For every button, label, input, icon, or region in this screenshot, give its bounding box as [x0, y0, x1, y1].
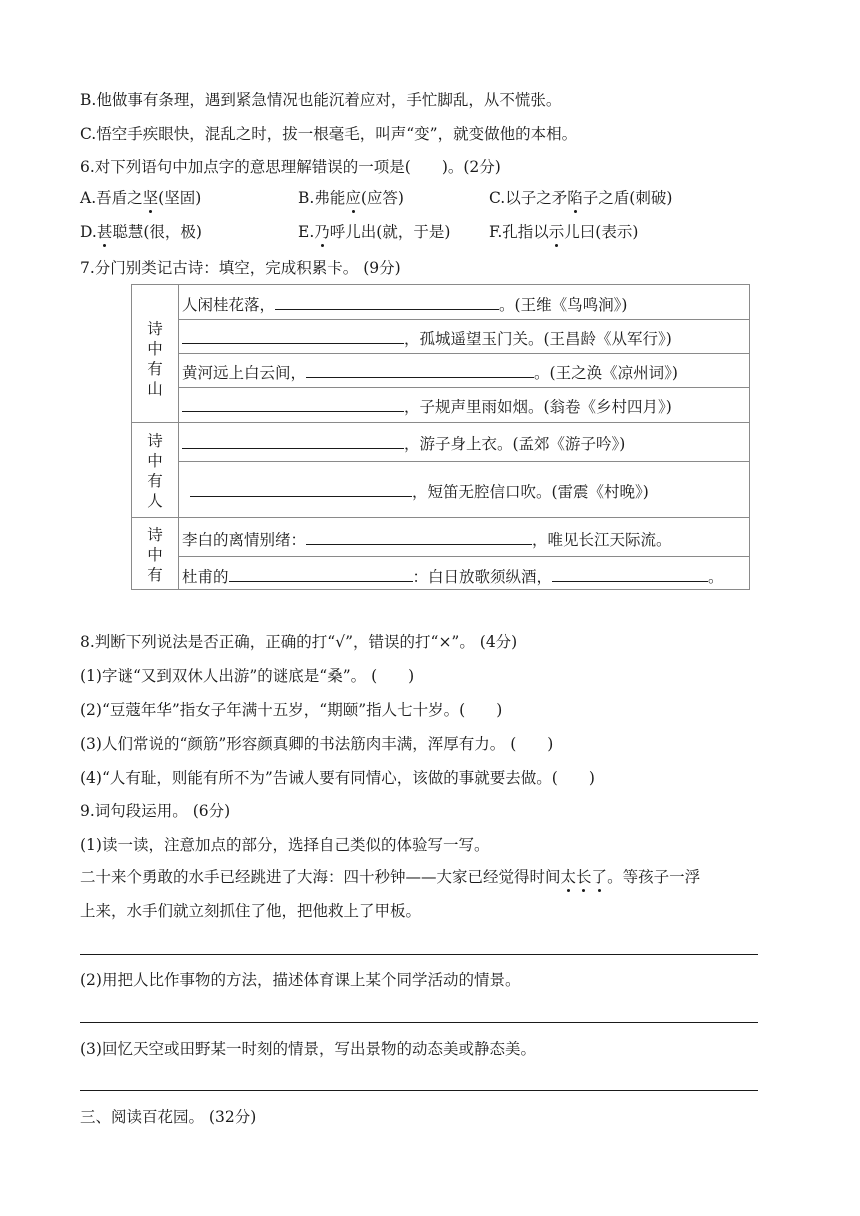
poem-source: ，子规声里雨如烟。(翁卷《乡村四月》)	[404, 398, 672, 416]
poem-row-1	[182, 293, 627, 315]
answer-line[interactable]	[80, 954, 758, 955]
q8-statement-1: (1)字谜“又到双休人出游”的谜底是“桑”。 ( )	[80, 667, 415, 685]
poem-text: ，唯见长江天际流。	[532, 531, 672, 549]
row-rule	[178, 461, 749, 462]
poem-source: 。(王之涣《凉州词》)	[534, 364, 678, 382]
q6-a-dotted-char: 坚	[142, 189, 159, 207]
fill-blank[interactable]	[190, 480, 412, 497]
cat-char: 人	[147, 492, 163, 510]
q6-option-b	[298, 188, 404, 208]
category-mountain	[132, 319, 178, 399]
q8-statement-4: (4)“人有耻，则能有所不为”告诫人要有同情心，该做的事就要去做。( )	[80, 769, 595, 787]
cat-char: 有	[147, 566, 163, 584]
poem-text: ：白日放歌须纵酒，	[412, 568, 553, 586]
poem-text: 李白的离情别绪：	[182, 531, 307, 549]
q6-option-a	[80, 188, 201, 208]
q5-option-c: C.悟空手疾眼快，混乱之时，拔一根毫毛，叫声“变”，就变做他的本相。	[80, 125, 578, 143]
q6-c-text: C.以子之矛	[489, 189, 568, 207]
poem-row-4	[182, 395, 672, 417]
cat-char: 诗	[147, 526, 163, 544]
q9-stem: 9.词句段运用。 (6分)	[80, 802, 231, 820]
fill-blank[interactable]	[306, 361, 534, 378]
q6-e-meaning: 呼儿出(就，于是)	[329, 223, 451, 241]
fill-blank[interactable]	[182, 395, 404, 412]
q9-part-1-prompt: (1)读一读，注意加点的部分，选择自己类似的体验写一写。	[80, 836, 490, 854]
poem-source: 。(王维《鸟鸣涧》)	[499, 296, 628, 314]
poem-row-2	[182, 327, 672, 349]
q6-d-dotted-char: 甚	[96, 223, 113, 241]
row-rule	[178, 353, 749, 354]
q6-e-dotted-char: 乃	[314, 223, 330, 241]
answer-line[interactable]	[80, 1090, 758, 1091]
dotted-char: 长	[576, 868, 592, 886]
cat-char: 山	[147, 380, 163, 398]
cat-char: 诗	[147, 320, 163, 338]
category-people	[132, 431, 178, 511]
q9-part-3-prompt: (3)回忆天空或田野某一时刻的情景，写出景物的动态美或静态美。	[80, 1040, 536, 1058]
poem-row-6	[182, 480, 649, 502]
category-emotion	[132, 525, 178, 585]
q6-option-d	[80, 222, 202, 242]
cat-char: 诗	[147, 432, 163, 450]
poem-text: 人闲桂花落，	[182, 296, 276, 314]
cat-char: 中	[147, 452, 163, 470]
group-rule	[132, 517, 749, 518]
q6-c-dotted-char: 陷	[567, 189, 583, 207]
poem-card-table	[131, 284, 750, 590]
row-rule	[178, 556, 749, 557]
fill-blank[interactable]	[182, 432, 404, 449]
cat-char: 有	[147, 360, 163, 378]
q6-c-meaning: 子之盾(刺破)	[582, 189, 673, 207]
q9-passage-line-1	[80, 867, 700, 887]
q6-option-f	[489, 222, 638, 242]
passage-text: 。等孩子一浮	[607, 868, 701, 886]
q6-option-c	[489, 188, 672, 208]
poem-row-5	[182, 432, 625, 454]
poem-row-8	[182, 565, 724, 587]
cat-char: 中	[147, 546, 163, 564]
q5-option-b: B.他做事有条理，遇到紧急情况也能沉着应对，手忙脚乱，从不慌张。	[80, 91, 562, 109]
dotted-char: 了	[591, 868, 608, 886]
poem-text: 黄河远上白云间，	[182, 364, 307, 382]
q6-a-text: A.吾盾之	[80, 189, 143, 207]
q9-part-2-prompt: (2)用把人比作事物的方法，描述体育课上某个同学活动的情景。	[80, 971, 521, 989]
poem-source: ，游子身上衣。(孟郊《游子吟》)	[404, 435, 626, 453]
q6-e-label: E.	[298, 223, 315, 241]
fill-blank[interactable]	[552, 565, 708, 582]
q6-d-meaning: 聪慧(很，极)	[112, 223, 202, 241]
fill-blank[interactable]	[275, 293, 499, 310]
row-rule	[178, 387, 749, 388]
q9-passage-line-2: 上来，水手们就立刻抓住了他，把他救上了甲板。	[80, 902, 422, 920]
q7-stem: 7.分门别类记古诗：填空，完成积累卡。 (9分)	[80, 259, 401, 277]
answer-line[interactable]	[80, 1022, 758, 1023]
q6-d-label: D.	[80, 223, 97, 241]
poem-row-3	[182, 361, 678, 383]
cat-char: 中	[147, 340, 163, 358]
q6-b-text: B.弗能	[298, 189, 346, 207]
q6-b-meaning: (应答)	[360, 189, 404, 207]
q8-stem: 8.判断下列说法是否正确，正确的打“√”，错误的打“×”。 (4分)	[80, 633, 518, 651]
fill-blank[interactable]	[229, 565, 413, 582]
cat-char: 有	[147, 472, 163, 490]
poem-source: ，孤城遥望玉门关。(王昌龄《从军行》)	[404, 330, 672, 348]
fill-blank[interactable]	[306, 528, 532, 545]
section-3-heading: 三、阅读百花园。 (32分)	[80, 1108, 257, 1126]
passage-text: 二十来个勇敢的水手已经跳进了大海：四十秒钟——大家已经觉得时间	[80, 868, 561, 886]
q6-f-meaning: 儿曰(表示)	[564, 223, 639, 241]
q6-a-meaning: (坚固)	[158, 189, 202, 207]
q6-f-dotted-char: 示	[548, 223, 565, 241]
q6-stem: 6.对下列语句中加点字的意思理解错误的一项是( )。(2分)	[80, 158, 501, 176]
dotted-char: 太	[560, 868, 577, 886]
q6-f-text: F.孔指以	[489, 223, 549, 241]
group-rule	[132, 422, 749, 423]
q8-statement-3: (3)人们常说的“颜筋”形容颜真卿的书法筋肉丰满，浑厚有力。 ( )	[80, 735, 554, 753]
table-divider	[178, 285, 179, 589]
poem-text: 。	[708, 568, 724, 586]
q6-b-dotted-char: 应	[345, 189, 361, 207]
poem-source: ，短笛无腔信口吹。(雷震《村晚》)	[412, 483, 649, 501]
row-rule	[178, 319, 749, 320]
q6-option-e	[298, 222, 450, 242]
fill-blank[interactable]	[182, 327, 404, 344]
poem-text: 杜甫的	[182, 568, 229, 586]
poem-row-7	[182, 528, 672, 550]
q8-statement-2: (2)“豆蔻年华”指女子年满十五岁，“期颐”指人七十岁。( )	[80, 701, 503, 719]
